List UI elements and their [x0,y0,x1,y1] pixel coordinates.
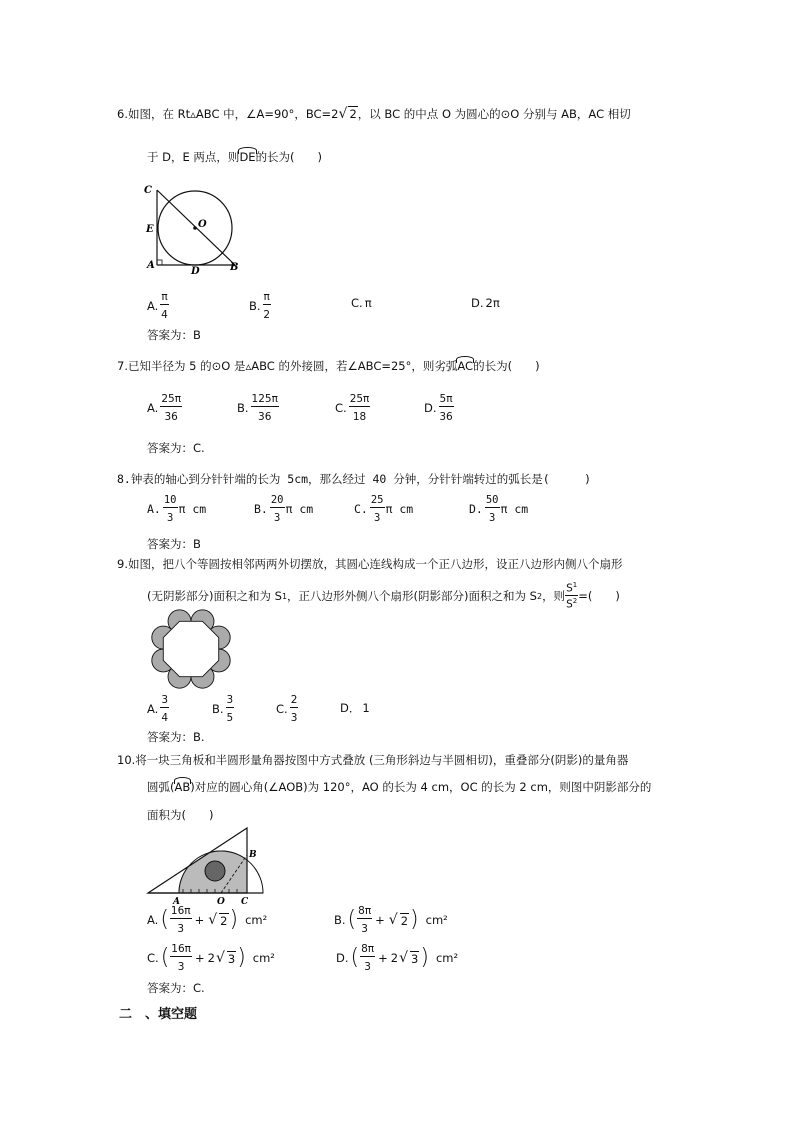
q7-option-a[interactable]: A. $\frac{25\pi}{36}$ [147,393,182,423]
arc-ab: AB [174,780,191,794]
q6-answer: 答案为：B [147,328,201,342]
q10-figure [145,826,270,906]
q10-option-d[interactable]: D. ( $\frac{8\pi}{3}$ + 2 √ 3 ) cm² [336,943,459,973]
q9-option-b[interactable]: B. $\frac{3}{5}$ [212,694,234,724]
q10-option-b[interactable]: B. ( $\frac{8\pi}{3}$ + √ 2 ) cm² [334,905,448,935]
q9-ratio: $\frac{S^1}{S^2}$ [566,581,578,611]
q7-option-b[interactable]: B. $\frac{125\pi}{36}$ [237,393,278,423]
section-heading: 二 、填空题 [119,1007,198,1022]
q7-option-d[interactable]: D. $\frac{5\pi}{36}$ [424,393,453,423]
q8-answer: 答案为：B [147,537,201,551]
q10-line2: 圆弧(AB)对应的圆心角(∠AOB)为 120°，AO 的长为 4 cm，OC 的长为 2 cm，则图中阴影部分的 [147,780,652,794]
q8-option-d[interactable]: D. $\frac{50}{3}$ π cm [469,494,529,524]
arc-ac: AC [457,359,474,373]
q6-option-b[interactable]: B. $\frac{\pi}{2}$ [249,291,271,321]
q10-label-b: B [249,850,257,860]
q9-circles [152,610,230,688]
q6-option-a[interactable]: A. $\frac{\pi}{4}$ [147,291,168,321]
q6-label-b: B [230,262,239,273]
q7-answer: 答案为：C. [147,441,205,455]
q10-label-o: O [217,897,225,906]
q7-line: 7.已知半径为 5 的⊙O 是▵ABC 的外接圆，若∠ABC=25°，则劣弧AC的长为( ) [117,359,540,373]
q8-option-a[interactable]: A. $\frac{10}{3}$ π cm [147,494,207,524]
q6-option-d[interactable]: D. 2π [471,296,500,310]
q10-option-c[interactable]: C. ( $\frac{16\pi}{3}$ + 2 √ 3 ) cm² [147,943,275,973]
q10-answer: 答案为：C. [147,981,205,995]
q6-label-e: E [146,224,154,235]
q8-option-c[interactable]: C. $\frac{25}{3}$ π cm [354,494,414,524]
q6-label-a: A [147,260,155,271]
q9-option-c[interactable]: C. $\frac{2}{3}$ [276,694,298,724]
sqrt-sign: √ [338,106,348,122]
q10-label-a: A [173,897,180,906]
q6-label-o: O [198,219,207,230]
q9-option-d[interactable]: D． 1 [340,701,370,715]
q6-option-c[interactable]: C. π [351,296,372,310]
q7-option-c[interactable]: C. $\frac{25\pi}{18}$ [335,393,370,423]
q10-line3: 面积为( ) [147,808,214,822]
q9-answer: 答案为：B. [147,730,205,744]
q9-line2: (无阴影部分)面积之和为 S 1 ，正八边形外侧八个扇形(阴影部分)面积之和为 S 2 ，则 $\frac{S^1}{S^2}$ =( ) [147,581,620,611]
q6-label-d: D [191,266,200,275]
q9-octagon [163,621,218,676]
q10-line1: 10.将一块三角板和半圆形量角器按图中方式叠放 (三角形斜边与半圆相切)，重叠部分(阴影)的量角器 [117,753,629,767]
q10-option-a[interactable]: A. ( $\frac{16\pi}{3}$ + √ 2 ) cm² [147,905,268,935]
q9-option-a[interactable]: A. $\frac{3}{4}$ [147,694,169,724]
q6-line1: 6.如图，在 Rt▵ABC 中，∠A=90°，BC=2√ 2，以 BC 的中点 O 为圆心的⊙O 分别与 AB，AC 相切 [117,106,631,122]
q9-line1: 9.如图，把八个等圆按相邻两两外切摆放，其圆心连线构成一个正八边形，设正八边形内侧八个扇形 [117,557,623,571]
q8-line: 8.钟表的轴心到分针针端的长为 5cm，那么经过 40 分钟，分针针端转过的弧长是( ) [117,472,592,486]
q6-line2: 于 D，E 两点，则DE的长为( ) [147,150,323,164]
arc-de: DE [239,150,256,164]
q9-figure [148,606,234,692]
q6-label-c: C [144,185,152,196]
q10-label-c: C [241,897,249,906]
q8-option-b[interactable]: B. $\frac{20}{3}$ π cm [254,494,314,524]
q6-figure [140,180,250,275]
